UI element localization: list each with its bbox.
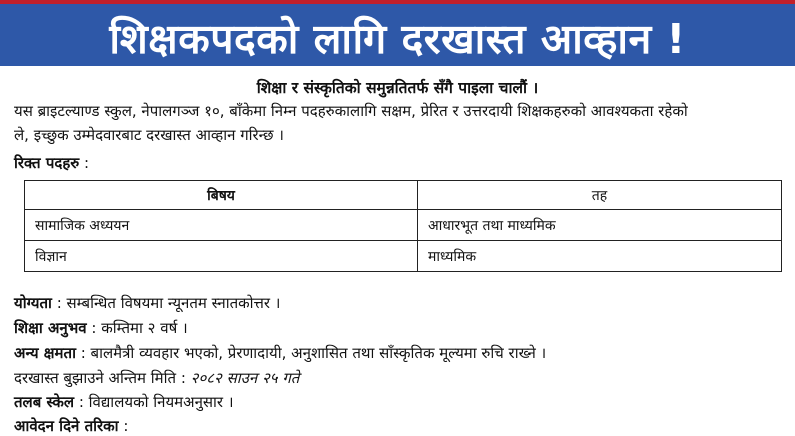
salary-line: [14, 392, 234, 412]
subject-cell: सामाजिक अध्ययन: [25, 210, 418, 241]
other-skills-line: [14, 343, 546, 363]
intro-paragraph: [14, 99, 784, 147]
level-cell: आधारभूत तथा माध्यमिक: [418, 210, 782, 241]
table-row: [25, 241, 782, 272]
application-method-line: [14, 416, 128, 436]
application-method-label: आवेदन दिने तरिका: [14, 417, 119, 435]
salary-value: : विद्यालयको नियमअनुसार ।: [74, 393, 234, 411]
table-header-row: [25, 181, 782, 210]
vacancies-heading-label: रिक्त पदहरु: [14, 154, 80, 172]
column-header-subject: बिषय: [25, 181, 418, 210]
deadline-date: २०८२ साउन २५ गते: [190, 369, 300, 387]
qualification-value: : सम्बन्धित विषयमा न्यूनतम स्नातकोत्तर ।: [51, 294, 281, 312]
qualification-label: योग्यता: [14, 294, 52, 312]
notice-subtitle: शिक्षा र संस्कृतिको समुन्नतितर्फ सँगै पाइला चालौं ।: [256, 79, 539, 97]
intro-line-2: ले, इच्छुक उम्मेदवारबाट दरखास्त आव्हान गरिन्छ ।: [14, 126, 284, 144]
header-banner: [0, 0, 795, 66]
table-row: [25, 210, 782, 241]
application-method-value: :: [118, 417, 129, 435]
notice-title: शिक्षकपदको लागि दरखास्त आव्हान !: [109, 15, 686, 63]
salary-label: तलब स्केल: [14, 393, 75, 411]
other-skills-label: अन्य क्षमता: [14, 344, 76, 362]
other-skills-value: : बालमैत्री व्यवहार भएको, प्रेरणादायी, अनुशासित तथा साँस्कृतिक मूल्यमा रुचि राख्ने ।: [75, 344, 547, 362]
vacancies-table: [24, 180, 782, 272]
intro-line-1: यस ब्राइटल्याण्ड स्कुल, नेपालगञ्ज १०, बाँकेमा निम्न पदहरुकालागि सक्षम, प्रेरित र उत्तरदायी शिक्षकहरुको आवश्यकता रहेको: [14, 102, 688, 120]
level-cell: माध्यमिक: [418, 241, 782, 272]
deadline-label: दरखास्त बुझाउने अन्तिम मिति :: [14, 369, 191, 387]
experience-value: : कम्तिमा २ वर्ष ।: [86, 319, 188, 337]
qualification-line: [14, 293, 281, 313]
subject-cell: विज्ञान: [25, 241, 418, 272]
vacancies-heading-suffix: :: [79, 154, 90, 172]
vacancies-heading: [14, 153, 89, 173]
experience-label: शिक्षा अनुभव: [14, 319, 87, 337]
deadline-line: [14, 368, 299, 388]
experience-line: [14, 318, 188, 338]
column-header-level: तह: [418, 181, 782, 210]
